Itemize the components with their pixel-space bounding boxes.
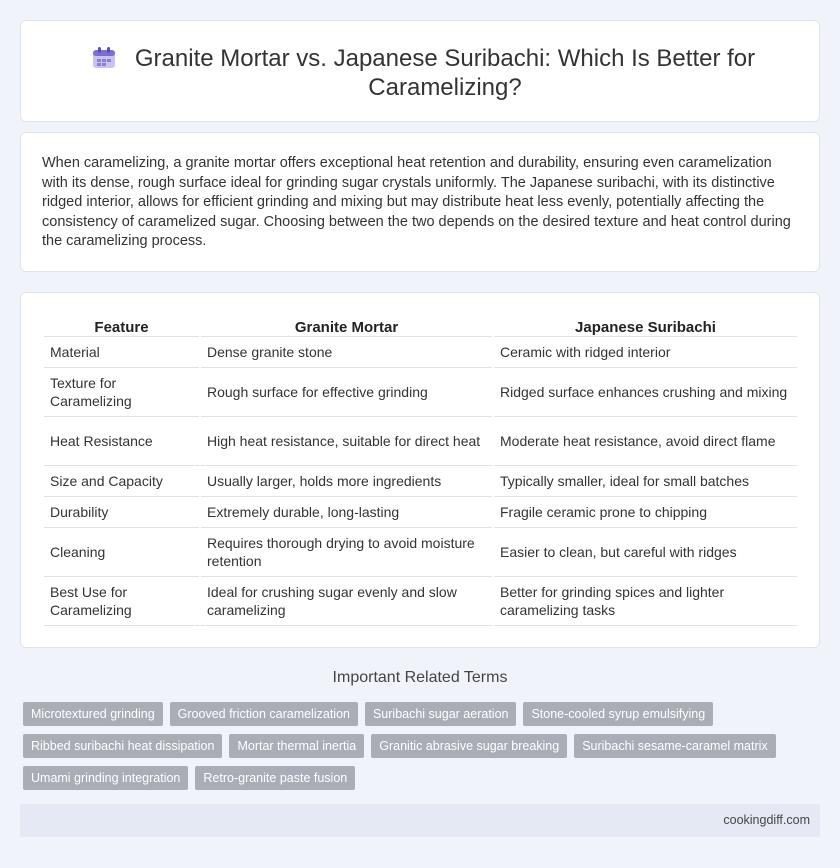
related-term-tag[interactable]: Retro-granite paste fusion — [195, 766, 355, 790]
table-cell: Better for grinding spices and lighter caramelizing tasks — [494, 577, 797, 626]
table-cell: Moderate heat resistance, avoid direct flame — [494, 417, 797, 466]
related-terms-tags — [23, 702, 813, 798]
table-cell: Typically smaller, ideal for small batches — [494, 466, 797, 497]
table-cell: Material — [44, 337, 199, 368]
table-cell: Rough surface for effective grinding — [201, 368, 492, 417]
table-cell: High heat resistance, suitable for direct heat — [201, 417, 492, 466]
intro-card — [20, 132, 820, 272]
table-row — [44, 368, 797, 417]
related-term-tag[interactable]: Stone-cooled syrup emulsifying — [523, 702, 713, 726]
table-row — [44, 466, 797, 497]
related-term-tag[interactable]: Microtextured grinding — [23, 702, 163, 726]
table-row — [44, 417, 797, 466]
table-cell: Extremely durable, long-lasting — [201, 497, 492, 528]
related-term-tag[interactable]: Granitic abrasive sugar breaking — [371, 734, 567, 758]
related-terms-title: Important Related Terms — [332, 669, 508, 686]
comparison-card — [20, 292, 820, 648]
table-cell: Ridged surface enhances crushing and mixing — [494, 368, 797, 417]
comparison-table — [42, 315, 799, 626]
calendar-icon — [91, 46, 117, 70]
header-feature: Feature — [44, 315, 199, 337]
table-cell: Fragile ceramic prone to chipping — [494, 497, 797, 528]
header-japanese-suribachi: Japanese Suribachi — [494, 315, 797, 337]
table-row — [44, 577, 797, 626]
table-cell: Usually larger, holds more ingredients — [201, 466, 492, 497]
related-term-tag[interactable]: Ribbed suribachi heat dissipation — [23, 734, 222, 758]
related-term-tag[interactable]: Suribachi sesame-caramel matrix — [574, 734, 775, 758]
related-term-tag[interactable]: Umami grinding integration — [23, 766, 188, 790]
table-cell: Heat Resistance — [44, 417, 199, 466]
footer-site-link[interactable]: cookingdiff.com — [723, 813, 810, 827]
table-cell: Cleaning — [44, 528, 199, 577]
table-cell: Ideal for crushing sugar evenly and slow caramelizing — [201, 577, 492, 626]
tag-row — [23, 766, 813, 790]
footer — [20, 804, 820, 837]
table-row — [44, 337, 797, 368]
related-term-tag[interactable]: Suribachi sugar aeration — [365, 702, 517, 726]
table-cell: Durability — [44, 497, 199, 528]
table-row — [44, 497, 797, 528]
page-title: Granite Mortar vs. Japanese Suribachi: Which Is Better for Caramelizing? — [134, 45, 756, 101]
table-cell: Best Use for Caramelizing — [44, 577, 199, 626]
header-granite-mortar: Granite Mortar — [201, 315, 492, 337]
table-cell: Easier to clean, but careful with ridges — [494, 528, 797, 577]
table-cell: Dense granite stone — [201, 337, 492, 368]
table-cell: Texture for Caramelizing — [44, 368, 199, 417]
table-cell: Requires thorough drying to avoid moisture retention — [201, 528, 492, 577]
table-header-row — [44, 315, 797, 337]
related-term-tag[interactable]: Mortar thermal inertia — [229, 734, 364, 758]
table-cell: Ceramic with ridged interior — [494, 337, 797, 368]
tag-row — [23, 702, 813, 726]
title-wrap — [21, 44, 819, 102]
table-cell: Size and Capacity — [44, 466, 199, 497]
title-card — [20, 20, 820, 122]
tag-row — [23, 734, 813, 758]
table-row — [44, 528, 797, 577]
intro-paragraph: When caramelizing, a granite mortar offers exceptional heat retention and durability, ensuring even caramelization with its dense, rough surface ideal for grinding sugar crystals uniformly. The Japanese suribachi, with its distinctive ridged interior, allows for efficient grinding and mixing but may distribute heat less evenly, potentially affecting the consistency of caramelized sugar. Choosing between the two depends on the desired texture and heat control during the caramelizing process. — [42, 155, 791, 249]
related-term-tag[interactable]: Grooved friction caramelization — [170, 702, 358, 726]
